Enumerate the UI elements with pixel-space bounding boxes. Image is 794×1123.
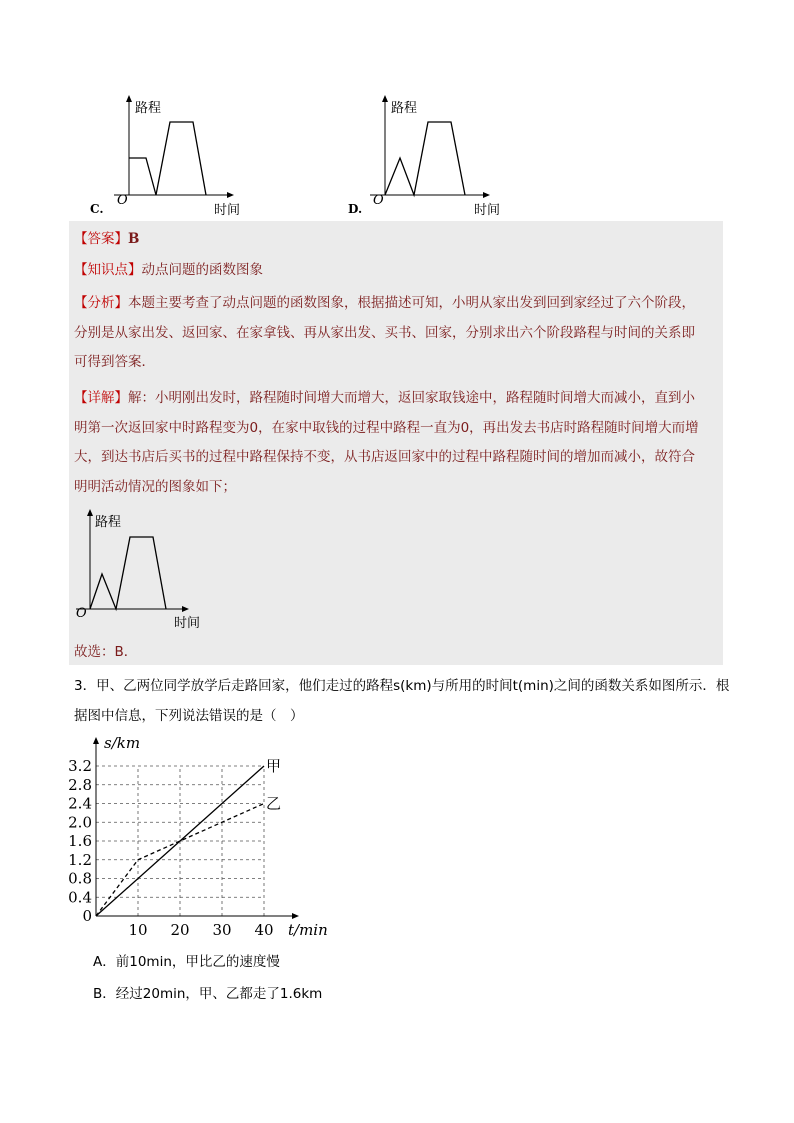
detail-block [74,384,724,502]
x-axis-label: 时间 [474,203,501,218]
detail-line-3: 大，到达书店后买书的过程中路程保持不变，从书店返回家中的过程中路程随时间的增加而减小，故符合 [74,449,695,465]
detail-text-1: 解：小明刚出发时，路程随时间增大而增大，返回家取钱途中，路程随时间增大而减小，直到小 [128,390,695,406]
option-b: B．经过20min，甲、乙都走了1.6km [93,986,323,1002]
x-tick-label: 20 [170,921,190,939]
answer-tag: 【答案】 [74,231,128,247]
series-label: 乙 [266,794,282,813]
detail-line-4: 明明活动情况的图象如下； [74,478,236,495]
analysis-line-1 [74,289,724,319]
option-label: C. [90,202,104,216]
y-tick-label: 0 [82,907,92,925]
option-label: D. [348,202,363,216]
graph-answer-line [90,537,166,609]
detail-tag: 【详解】 [74,390,128,406]
detail-line-1 [74,384,724,414]
y-tick-label: 0.4 [68,888,92,907]
y-axis-label: 路程 [391,101,418,116]
y-tick-label: 2.8 [68,775,92,794]
origin-label: O [76,606,87,621]
y-tick-label: 3.2 [68,757,92,775]
x-tick-label: 30 [212,921,232,939]
x-axis-label: t/min [288,921,328,939]
origin-label: O [117,193,128,208]
graph-answer [70,508,220,633]
question3-line-1: 3．甲、乙两位同学放学后走路回家，他们走过的路程s(km)与所用的时间t(min)之间的函数关系如图所示．根 [74,678,730,694]
conclusion-line: 故选：B． [74,644,138,660]
series-label: 甲 [266,757,282,775]
question3-line-2: 据图中信息，下列说法错误的是（ ） [74,708,304,724]
y-axis-label: 路程 [135,101,162,116]
y-tick-label: 2.4 [68,794,92,813]
knowledge-line [74,256,724,286]
analysis-block [74,289,724,378]
y-axis-label: 路程 [95,515,122,530]
y-axis-label: s/km [104,734,141,752]
distance-time-chart [68,728,344,943]
y-tick-label: 1.2 [68,850,92,869]
x-tick-label: 10 [128,921,148,939]
origin-label: O [373,193,384,208]
y-tick-label: 2.0 [68,813,92,832]
analysis-line-3: 可得到答案． [74,354,155,370]
y-tick-label: 0.8 [68,869,92,888]
analysis-tag: 【分析】 [74,295,128,311]
x-axis-label: 时间 [214,203,241,218]
graph-c-line [129,122,206,195]
analysis-line-2: 分别是从家出发、返回家、在家拿钱、再从家出发、买书、回家，分别求出六个阶段路程与时间的关系即 [74,324,695,341]
graph-option-d [342,92,512,222]
detail-line-2: 明第一次返回家中时路程变为0，在家中取钱的过程中路程一直为0，再出发去书店时路程随时间增大而增 [74,419,699,436]
knowledge-tag: 【知识点】 [74,262,142,278]
chart-svg [68,728,344,943]
y-tick-label: 1.6 [68,832,92,850]
answer-value: B [128,231,140,247]
knowledge-text: 动点问题的函数图象 [141,262,263,278]
option-a: A．前10min，甲比乙的速度慢 [93,954,280,970]
graph-option-c [86,92,256,222]
x-axis-label: 时间 [174,616,201,631]
x-tick-label: 40 [254,921,274,939]
analysis-text-1: 本题主要考查了动点问题的函数图象，根据描述可知，小明从家出发到回到家经过了六个阶段， [128,295,695,311]
answer-line [74,225,724,255]
graph-d-line [385,122,465,195]
